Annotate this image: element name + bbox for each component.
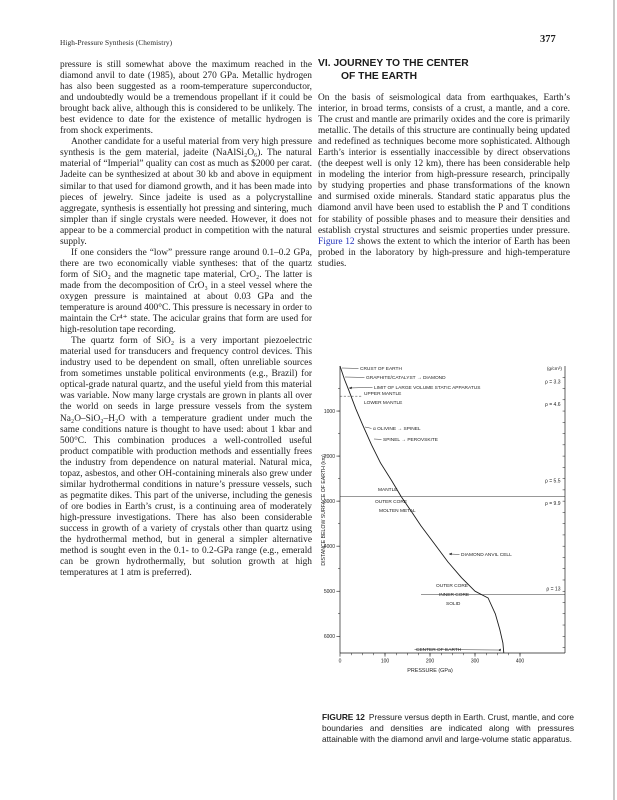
body-paragraph: Another candidate for a useful material from very high pressure synthesis is the gem material, jadeite (NaAlSi₂O₆). The natural material of “Imperial” quality can cost as much as $2000 per carat. Jadeite can be synthesized at about 30 kb and above in equipment similar to that used for diamond growth, and it has been made into pieces of jewelry. Since jadeite is used as a polycrystalline aggregate, synthesis is essentially hot pressing and sintering, much simpler than if single crystals were needed. However, it does not appear to be a commercial product in competition with the natural supply. [60,137,312,247]
svg-text:ρ = 9.9: ρ = 9.9 [545,501,561,508]
right-column [318,58,570,270]
svg-text:OUTER CORE: OUTER CORE [436,584,468,589]
body-paragraph: pressure is still somewhat above the maximum reached in the diamond anvil to date (1985), about 270 GPa. Metallic hydrogen has also been suggested as a room-temperature superconductor, and undoubtedly would be a tremendous propellant if it could be brought back alive, although this is considered to be unlikely. The best evidence to date for the existence of metallic hydrogen is from shock experiments. [60,60,312,137]
svg-text:CENTER OF EARTH: CENTER OF EARTH [416,648,462,653]
svg-text:LOWER MANTLE: LOWER MANTLE [364,401,403,406]
figure-chart-svg [320,360,582,690]
svg-text:6000: 6000 [323,634,335,641]
svg-text:MANTLE: MANTLE [378,488,398,493]
section-heading-line1: VI. JOURNEY TO THE CENTER [318,58,469,69]
svg-text:100: 100 [380,658,390,665]
svg-text:INNER CORE: INNER CORE [439,593,470,598]
svg-text:0: 0 [338,658,342,665]
svg-text:400: 400 [515,658,525,665]
svg-text:DIAMOND ANVIL CELL: DIAMOND ANVIL CELL [461,553,512,558]
page-number: 377 [540,34,556,45]
svg-text:CRUST OF EARTH: CRUST OF EARTH [360,367,402,372]
svg-text:ρ = 3.3: ρ = 3.3 [545,379,561,386]
svg-text:4000: 4000 [323,543,335,550]
svg-text:1000: 1000 [323,408,335,415]
left-column [60,60,312,579]
figure-caption [322,712,574,745]
svg-text:OUTER CORE: OUTER CORE [375,500,407,505]
svg-text:MOLTEN METAL: MOLTEN METAL [379,509,416,514]
section-heading [318,58,570,83]
svg-text:5000: 5000 [323,589,335,596]
svg-text:LIMIT OF LARGE VOLUME STATIC A: LIMIT OF LARGE VOLUME STATIC APPARATUS [374,386,481,391]
svg-text:ρ = 13: ρ = 13 [546,586,561,593]
svg-text:ρ = 5.5: ρ = 5.5 [545,478,561,485]
svg-text:PRESSURE (GPa): PRESSURE (GPa) [407,668,453,674]
svg-text:(g/cm³): (g/cm³) [546,367,562,372]
svg-text:3000: 3000 [323,498,335,505]
figure-caption-label: FIGURE 12 [322,712,365,722]
figure-12-chart [320,360,582,695]
paragraph-text: shows the extent to which the interior of Earth has been probed in the laboratory by high-pressure and high-temperature studies. [318,236,571,269]
svg-text:SPINEL → PEROVSKITE: SPINEL → PEROVSKITE [383,438,439,443]
svg-text:GRAPHITE/CATALYST → DIAMOND: GRAPHITE/CATALYST → DIAMOND [366,376,446,381]
layer-annotations [342,366,512,653]
svg-text:ρ = 4.6: ρ = 4.6 [545,401,561,408]
svg-text:DISTANCE BELOW SURFACE OF EART: DISTANCE BELOW SURFACE OF EARTH (km) [321,454,327,566]
layer-boundary-lines [340,396,565,594]
body-paragraph [318,93,570,270]
svg-text:2000: 2000 [323,453,335,460]
figure-12-link[interactable]: Figure 12 [318,236,355,247]
running-header: High-Pressure Synthesis (Chemistry) [60,38,173,47]
body-paragraph: If one considers the “low” pressure range around 0.1–0.2 GPa, there are two economically viable syntheses: that of the quartz form of SiO₂ and the magnetic tape material, CrO₂. The latter is made from the decomposition of CrO₃ in a steel vessel where the oxygen pressure is maintained at about 0.03 GPa and the temperature is around 400°C. This pressure is necessary in order to maintain the Cr⁴⁺ state. The acicular grains that form are used for high-resolution tape recording. [60,247,312,336]
layer-pressure-depth-curve [340,366,504,653]
layer-axes [340,366,565,653]
svg-text:300: 300 [470,658,480,665]
svg-text:200: 200 [425,658,435,665]
layer-density-axis [545,366,565,648]
scan-edge-artifact [613,0,615,800]
layer-x-ticks [339,653,525,665]
figure-caption-text: Pressure versus depth in Earth. Crust, mantle, and core boundaries and densities are indicated along with pressures attainable with the diamond anvil and large-volume static apparatus. [322,712,574,744]
body-paragraph: The quartz form of SiO₂ is a very important piezoelectric material used for transducers and frequency control devices. This industry used to be dependent on small, often unreliable sources from sometimes unstable political environments (e.g., Brazil) for optical-grade natural quartz, and the useful yield from this material was variable. Now many large crystals are grown in plants all over the world on seeds in large pressure vessels from the system Na₂O–SiO₂–H₂O with a temperature gradient under much the same conditions nature is thought to have used: about 1 kbar and 500°C. This combination produces a well-controlled useful product compatible with production methods and essentially frees the industry from dependence on natural material. Natural mica, topaz, asbestos, and other OH-containing minerals also grew under similar hydrothermal conditions in nature’s pressure vessels, such as pegmatite dikes. This part of the universe, including the genesis of ore bodies in Earth’s crust, is a continuing area of moderately high-pressure investigations. There has also been considerable success in growth of a variety of crystals other than quartz using the hydrothermal method, but in general a simpler alternative method is sought even in the 0.1- to 0.2-GPa range (e.g., emerald can be grown hydrothermally, but solution growth at high temperatures at 1 atm is preferred). [60,336,312,579]
paragraph-text: On the basis of seismological data from earthquakes, Earth’s interior, in broad terms, consists of a crust, a mantle, and a core. The crust and mantle are primarily oxides and the core is primarily metallic. The details of this structure are continually being updated and redefined as techniques become more sophisticated. Although Earth’s interior is essentially inaccessible by direct observations (the deepest well is only 12 km), there has been considerable help in modeling the interior from high-pressure research, principally by studying properties and phase transformations of the known and surmised oxide minerals. Standard static apparatus plus the diamond anvil have been used to establish the P and T conditions for stability of possible phases and to measure their densities and establish crystal structures and seismic properties under pressure. [318,93,570,236]
svg-text:α OLIVINE → SPINEL: α OLIVINE → SPINEL [373,427,421,432]
section-heading-line2: OF THE EARTH [341,70,418,82]
svg-text:UPPER MANTLE: UPPER MANTLE [364,392,402,397]
svg-text:SOLID: SOLID [446,602,461,607]
